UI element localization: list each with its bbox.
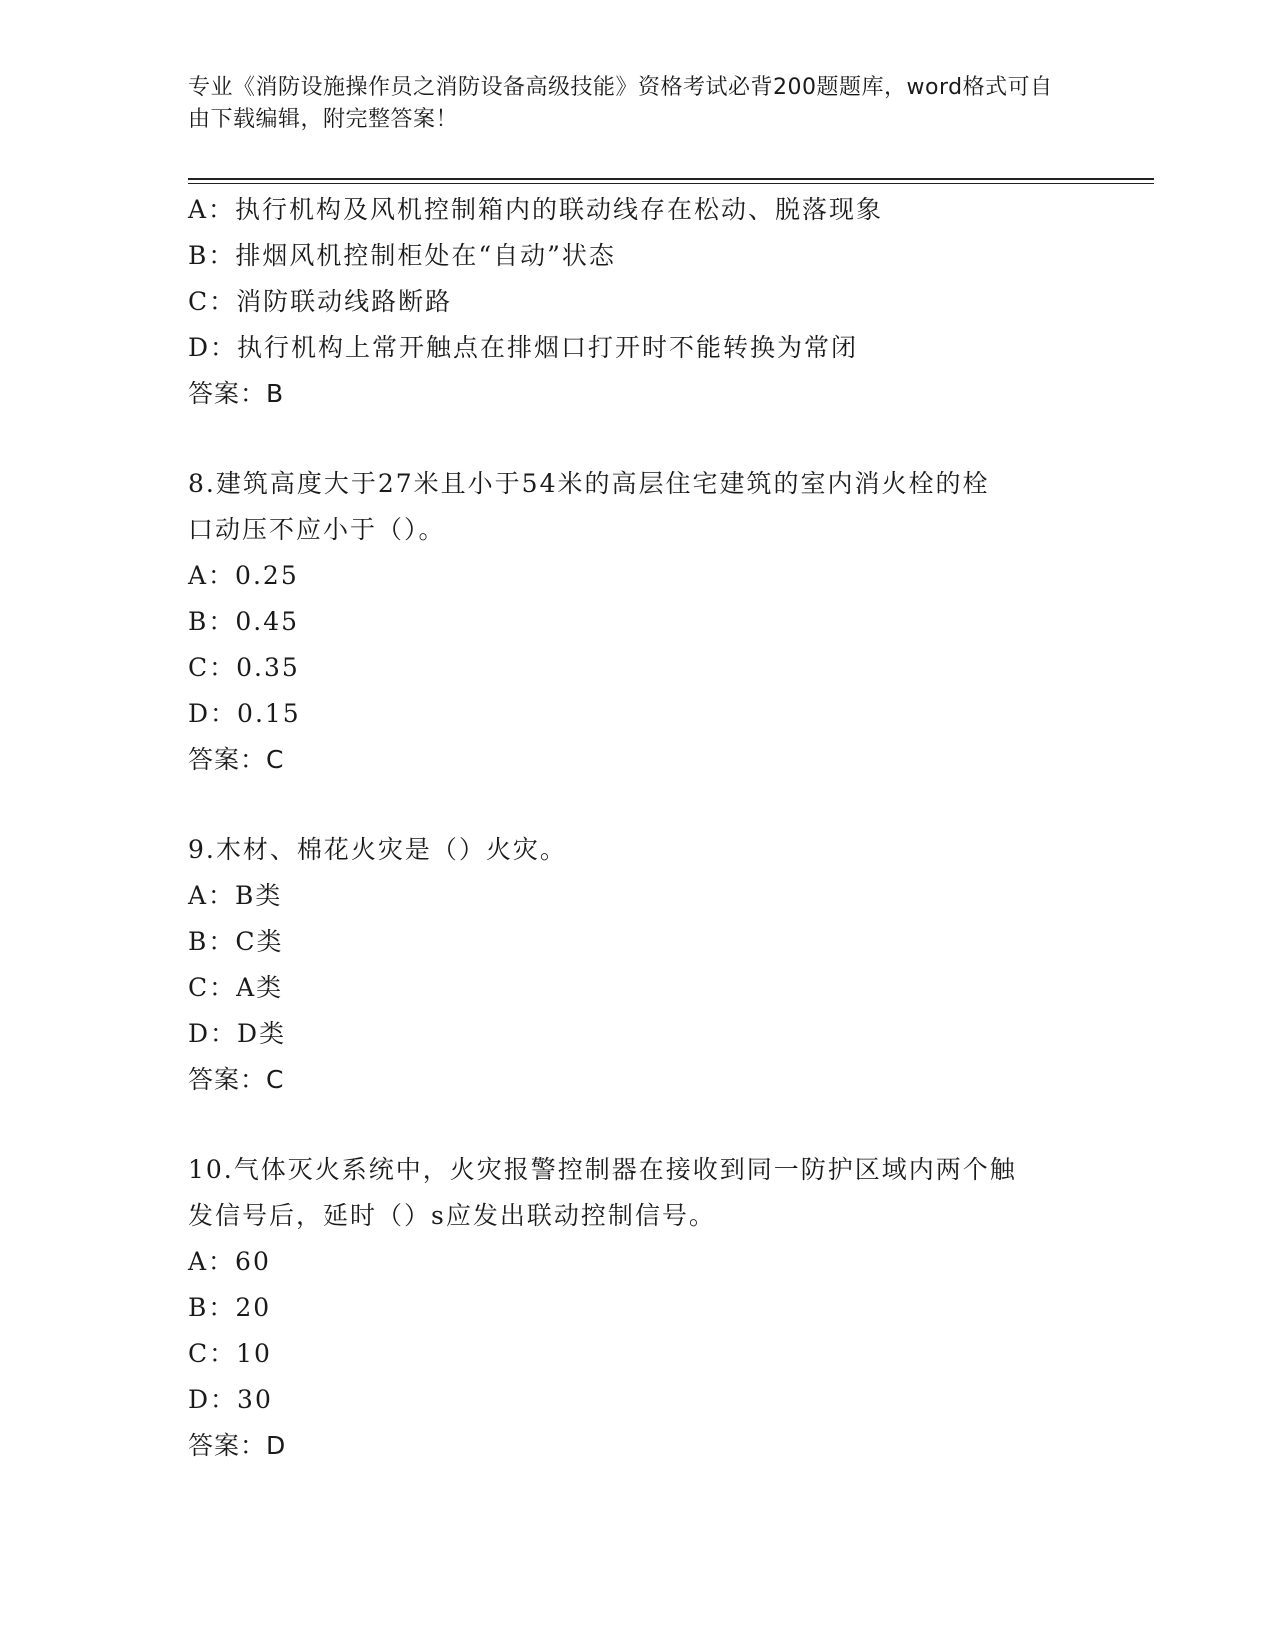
option-a: A：60	[188, 1247, 271, 1276]
option-b: B：20	[188, 1293, 272, 1322]
answer: 答案：D	[188, 1431, 287, 1460]
answer: 答案：B	[188, 379, 285, 408]
option-b: B：C类	[188, 927, 284, 956]
question-text: 10.气体灭火系统中，火灾报警控制器在接收到同一防护区域内两个触 发信号后，延时（）s应发出联动控制信号。	[188, 1155, 1017, 1230]
option-c: C：A类	[188, 973, 284, 1002]
option-d: D：0.15	[188, 699, 301, 728]
answer: 答案：C	[188, 1065, 285, 1094]
answer: 答案：C	[188, 745, 285, 774]
document-header	[188, 72, 1068, 136]
question-8	[188, 461, 1088, 783]
question-9	[188, 827, 1088, 1103]
question-10	[188, 1147, 1088, 1469]
option-a: A：0.25	[188, 561, 299, 590]
header-title: 专业《消防设施操作员之消防设备高级技能》资格考试必背200题题库，word格式可自由下载编辑，附完整答案！	[188, 75, 1053, 132]
option-b: B：0.45	[188, 607, 300, 636]
option-b: B：排烟风机控制柜处在“自动”状态	[188, 241, 616, 270]
question-text: 8.建筑高度大于27米且小于54米的高层住宅建筑的室内消火栓的栓 口动压不应小于（）。	[188, 469, 990, 544]
option-d: D：执行机构上常开触点在排烟口打开时不能转换为常闭	[188, 333, 859, 362]
option-a: A：B类	[188, 881, 283, 910]
question-7-partial	[188, 187, 1088, 417]
option-c: C：消防联动线路断路	[188, 287, 453, 316]
header-divider	[188, 178, 1154, 184]
option-d: D：D类	[188, 1019, 287, 1048]
option-a: A：执行机构及风机控制箱内的联动线存在松动、脱落现象	[188, 195, 884, 224]
option-d: D：30	[188, 1385, 273, 1414]
option-c: C：0.35	[188, 653, 300, 682]
question-text: 9.木材、棉花火灾是（）火灾。	[188, 835, 567, 864]
question-list	[188, 187, 1088, 1469]
option-c: C：10	[188, 1339, 272, 1368]
